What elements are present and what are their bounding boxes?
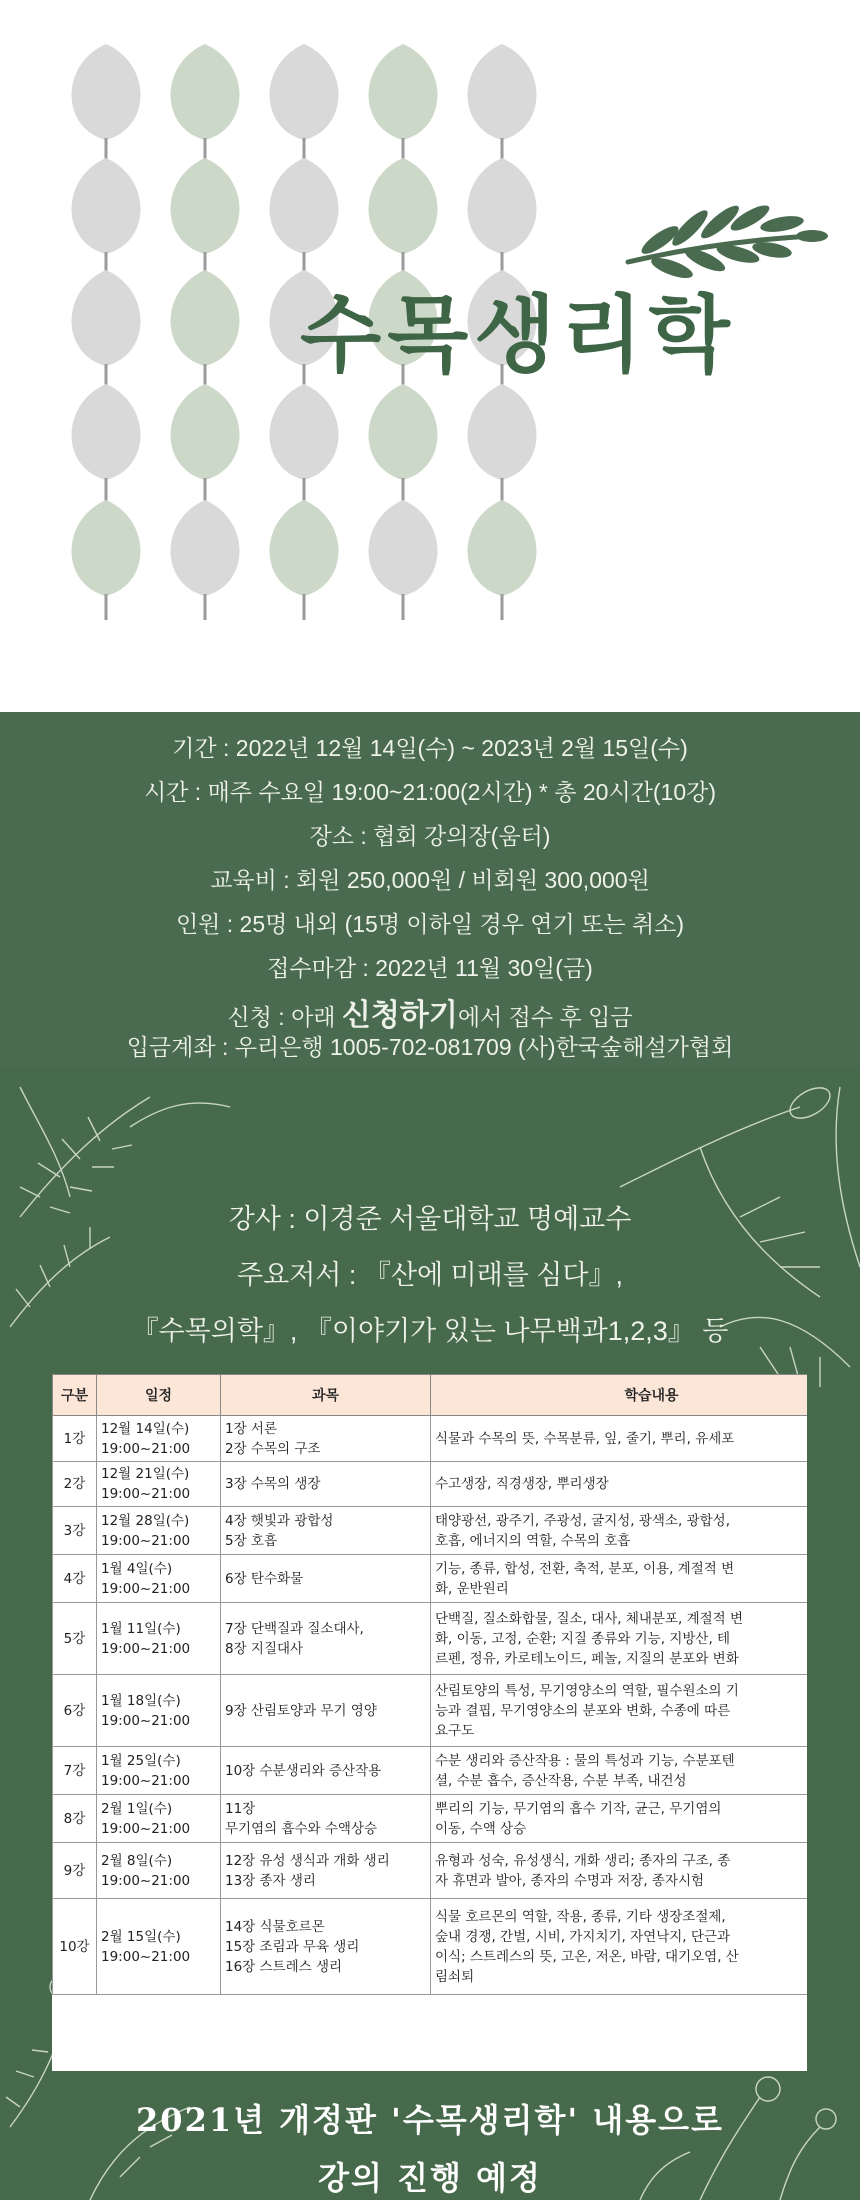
cell-subject: 3장 수목의 생장 <box>221 1462 431 1507</box>
cell-subject: 11장 무기염의 흡수와 수액상승 <box>221 1795 431 1843</box>
cell-subject: 9장 산림토양과 무기 영양 <box>221 1675 431 1747</box>
cell-date: 12월 14일(수) 19:00~21:00 <box>97 1416 221 1462</box>
cell-date: 2월 1일(수) 19:00~21:00 <box>97 1795 221 1843</box>
lecturer-books-1: 주요저서 : 『산에 미래를 심다』, <box>237 1260 623 1290</box>
schedule-table-wrap <box>52 1374 807 2071</box>
header-date: 일정 <box>97 1375 221 1416</box>
cell-section: 1강 <box>53 1416 97 1462</box>
cell-section: 8강 <box>53 1795 97 1843</box>
leaf-shape <box>369 158 438 278</box>
cell-subject: 10장 수분생리와 증산작용 <box>221 1747 431 1795</box>
cell-content: 식물 호르몬의 역할, 작용, 종류, 기타 생장조절제, 숲내 경쟁, 간벌, 시비, 가지치기, 자연낙지, 단근과 이식; 스트레스의 뜻, 고온, 저온, 바람, 대기오염, 산 림쇠퇴 <box>431 1899 808 1995</box>
cell-date: 1월 11일(수) 19:00~21:00 <box>97 1603 221 1675</box>
leaf-shape <box>270 384 339 504</box>
table-row <box>53 1603 808 1675</box>
cell-content: 유형과 성숙, 유성생식, 개화 생리; 종자의 구조, 종 자 휴면과 발아, 종자의 수명과 저장, 종자시험 <box>431 1843 808 1899</box>
info-apply <box>0 990 860 1034</box>
cell-content: 산림토양의 특성, 무기영양소의 역할, 필수원소의 기 능과 결핍, 무기영양소의 분포와 변화, 수종에 따른 요구도 <box>431 1675 808 1747</box>
page-title: 수목생리학 <box>300 286 736 384</box>
cell-section: 9강 <box>53 1843 97 1899</box>
cell-section: 4강 <box>53 1555 97 1603</box>
apply-link[interactable]: 신청하기 <box>341 999 458 1032</box>
table-row <box>53 1675 808 1747</box>
leaf-shape <box>369 500 438 620</box>
leaf-shape <box>468 500 537 620</box>
cell-content: 뿌리의 기능, 무기염의 흡수 기작, 균근, 무기염의 이동, 수액 상승 <box>431 1795 808 1843</box>
leaf-shape <box>468 44 537 164</box>
cell-subject: 1장 서론 2장 수목의 구조 <box>221 1416 431 1462</box>
apply-prefix: 신청 : 아래 <box>227 1004 342 1030</box>
cell-section: 7강 <box>53 1747 97 1795</box>
course-info <box>0 712 860 1067</box>
table-row <box>53 1416 808 1462</box>
cell-content: 수고생장, 직경생장, 뿌리생장 <box>431 1462 808 1507</box>
table-row <box>53 1747 808 1795</box>
hero-section <box>0 0 860 712</box>
cell-date: 1월 18일(수) 19:00~21:00 <box>97 1675 221 1747</box>
cell-date: 1월 25일(수) 19:00~21:00 <box>97 1747 221 1795</box>
table-row <box>53 1507 808 1555</box>
info-capacity: 인원 : 25명 내외 (15명 이하일 경우 연기 또는 취소) <box>175 911 685 937</box>
leaf-shape <box>72 500 141 620</box>
leaf-shape <box>171 384 240 504</box>
info-fee: 교육비 : 회원 250,000원 / 비회원 300,000원 <box>210 867 650 893</box>
footer-line-1: 2021년 개정판 '수목생리학' 내용으로 <box>136 2101 724 2139</box>
leaf-shape <box>270 158 339 278</box>
cell-content: 식물과 수목의 뜻, 수목분류, 잎, 줄기, 뿌리, 유세포 <box>431 1416 808 1462</box>
lecture-section <box>0 1067 860 2200</box>
leaf-shape <box>171 500 240 620</box>
info-period: 기간 : 2022년 12월 14일(수) ~ 2023년 2월 15일(수) <box>172 735 688 761</box>
cell-date: 2월 15일(수) 19:00~21:00 <box>97 1899 221 1995</box>
leaf-shape <box>72 270 141 390</box>
table-header-row <box>53 1375 808 1416</box>
leaf-shape <box>270 44 339 164</box>
header-subject: 과목 <box>221 1375 431 1416</box>
leaf-shape <box>270 500 339 620</box>
cell-section: 3강 <box>53 1507 97 1555</box>
leaf-shape <box>369 384 438 504</box>
leaf-shape <box>171 270 240 390</box>
table-row <box>53 1899 808 1995</box>
info-deadline: 접수마감 : 2022년 11월 30일(금) <box>267 955 593 981</box>
leaf-shape <box>72 44 141 164</box>
cell-content: 단백질, 질소화합물, 질소, 대사, 체내분포, 계절적 변 화, 이동, 고정, 순환; 지질 종류와 기능, 지방산, 테 르펜, 정유, 카로테노이드, 페놀, 지질의 분포와 변화 <box>431 1603 808 1675</box>
leaf-shape <box>171 44 240 164</box>
info-place: 장소 : 협회 강의장(움터) <box>309 823 551 849</box>
cell-content: 기능, 종류, 합성, 전환, 축적, 분포, 이용, 계절적 변 화, 운반원리 <box>431 1555 808 1603</box>
apply-suffix: 에서 접수 후 입금 <box>457 1004 633 1030</box>
table-row <box>53 1555 808 1603</box>
info-time: 시간 : 매주 수요일 19:00~21:00(2시간) * 총 20시간(10강) <box>143 779 717 805</box>
cell-subject: 7장 단백질과 질소대사, 8장 지질대사 <box>221 1603 431 1675</box>
info-account: 입금계좌 : 우리은행 1005-702-081709 (사)한국숲해설가협회 <box>126 1034 734 1060</box>
cell-section: 6강 <box>53 1675 97 1747</box>
cell-date: 12월 28일(수) 19:00~21:00 <box>97 1507 221 1555</box>
leaf-shape <box>468 384 537 504</box>
cell-section: 2강 <box>53 1462 97 1507</box>
cell-content: 수분 생리와 증산작용 : 물의 특성과 기능, 수분포텐 셜, 수분 흡수, 증산작용, 수분 부족, 내건성 <box>431 1747 808 1795</box>
leaf-shape <box>171 158 240 278</box>
lecturer-books-2: 『수목의학』, 『이야기가 있는 나무백과1,2,3』 등 <box>131 1316 729 1346</box>
cell-subject: 12장 유성 생식과 개화 생리 13장 종자 생리 <box>221 1843 431 1899</box>
footer-line-2: 강의 진행 예정 <box>318 2159 542 2197</box>
leaf-shape <box>369 44 438 164</box>
lecturer-name: 강사 : 이경준 서울대학교 명예교수 <box>228 1204 632 1234</box>
table-row <box>53 1795 808 1843</box>
cell-date: 1월 4일(수) 19:00~21:00 <box>97 1555 221 1603</box>
cell-content: 태양광선, 광주기, 주광성, 굴지성, 광색소, 광합성, 호흡, 에너지의 역할, 수목의 호흡 <box>431 1507 808 1555</box>
cell-subject: 14장 식물호르몬 15장 조림과 무육 생리 16장 스트레스 생리 <box>221 1899 431 1995</box>
leaf-shape <box>468 158 537 278</box>
cell-date: 2월 8일(수) 19:00~21:00 <box>97 1843 221 1899</box>
leaf-shape <box>72 158 141 278</box>
cell-subject: 6장 탄수화물 <box>221 1555 431 1603</box>
cell-section: 10강 <box>53 1899 97 1995</box>
header-content: 학습내용 <box>431 1375 808 1416</box>
cell-section: 5강 <box>53 1603 97 1675</box>
table-row <box>53 1462 808 1507</box>
header-section: 구분 <box>53 1375 97 1416</box>
schedule-table <box>52 1374 807 1995</box>
table-row <box>53 1843 808 1899</box>
cell-subject: 4장 햇빛과 광합성 5장 호흡 <box>221 1507 431 1555</box>
leaf-shape <box>72 384 141 504</box>
cell-date: 12월 21일(수) 19:00~21:00 <box>97 1462 221 1507</box>
